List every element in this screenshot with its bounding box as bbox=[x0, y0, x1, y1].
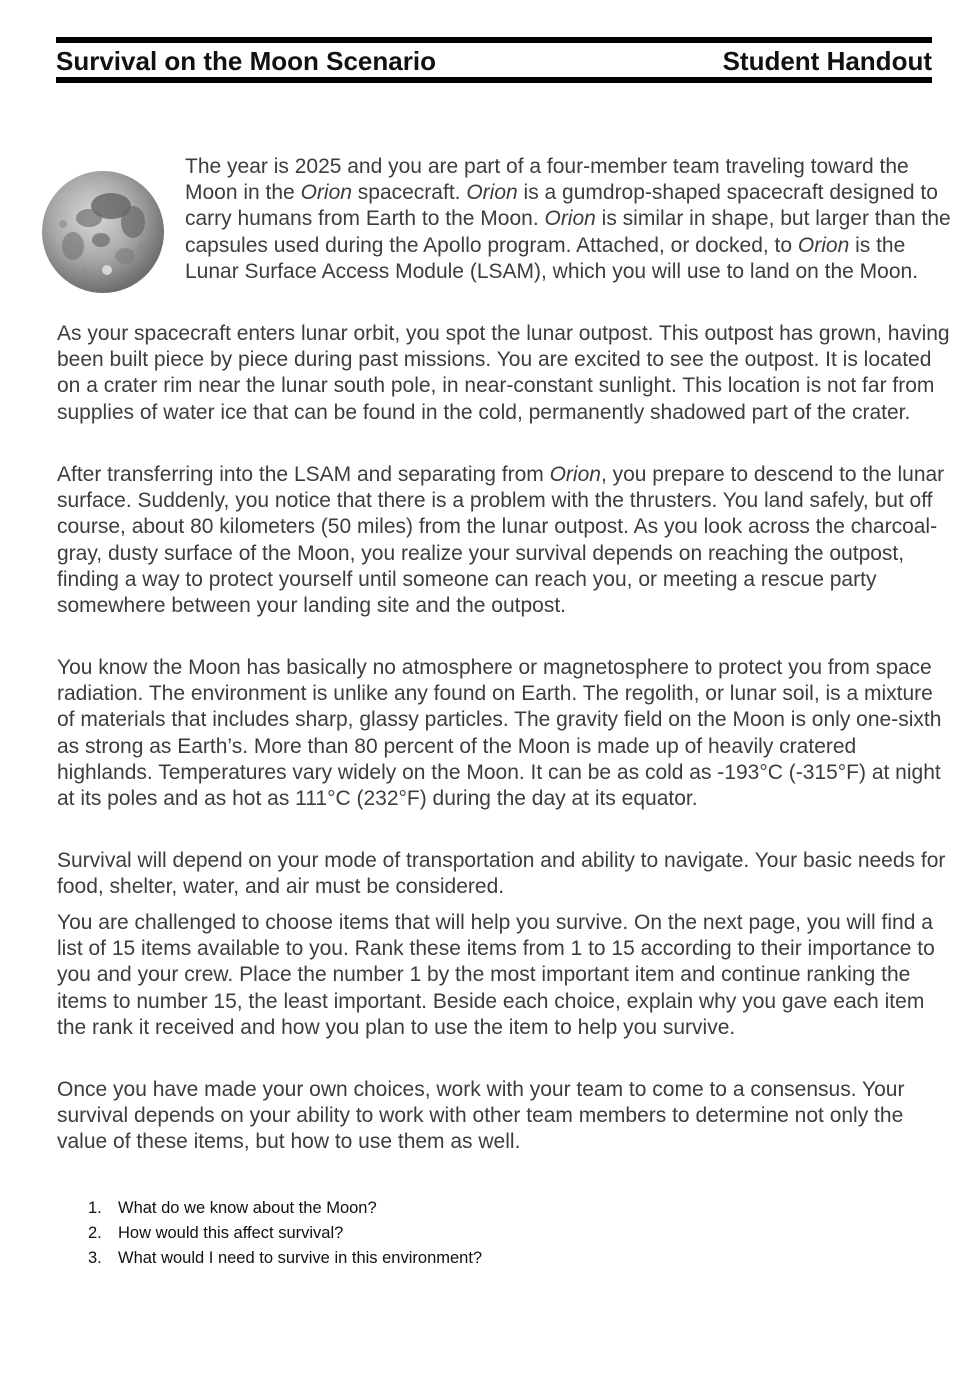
environment-paragraph: You know the Moon has basically no atmosphere or magnetosphere to protect you from space radiation. The environment is unlike any found on Earth. The regolith, or lunar soil, is a mixture of materials that includes sharp, glassy particles. The gravity field on the Moon is only one-sixth as strong as Earth’s. More than 80 percent of the Moon is made up of heavily cratered highlands. Temperatures vary widely on the Moon. It can be as cold as -193°C (-315°F) at night at its poles and as hot as 111°C (232°F) during the day at its equator. bbox=[57, 656, 942, 811]
list-item-text: What do we know about the Moon? bbox=[118, 1199, 377, 1217]
list-item-text: What would I need to survive in this environment? bbox=[118, 1249, 483, 1267]
list-item bbox=[88, 1246, 788, 1271]
question-list bbox=[88, 1196, 788, 1271]
list-item bbox=[88, 1196, 788, 1221]
outpost-paragraph: As your spacecraft enters lunar orbit, you spot the lunar outpost. This outpost has grown, having been built piece by piece during past missions. You are excited to see the outpost. It is located on a crater rim near the lunar south pole, in near-constant sunlight. This location is not far from supplies of water ice that can be found in the cold, permanently shadowed part of the crater. bbox=[57, 322, 950, 424]
list-item bbox=[88, 1221, 788, 1246]
list-item-number: 1. bbox=[88, 1199, 102, 1217]
list-item-text: How would this affect survival? bbox=[118, 1224, 344, 1242]
list-item-number: 2. bbox=[88, 1224, 102, 1242]
page-header bbox=[56, 37, 932, 83]
needs-paragraph: Survival will depend on your mode of transportation and ability to navigate. Your basic needs for food, shelter, water, and air must be considered. bbox=[57, 849, 946, 899]
handout-label: Student Handout bbox=[722, 45, 932, 76]
list-item-number: 3. bbox=[88, 1249, 102, 1267]
challenge-paragraph: You are challenged to choose items that will help you survive. On the next page, you will find a list of 15 items available to you. Rank these items from 1 to 15 according to their importance to you and your crew. Place the number 1 by the most important item and continue ranking the items to number 15, the least important. Beside each choice, explain why you gave each item the rank it received and how you plan to use the item to help you survive. bbox=[57, 911, 935, 1039]
moon-icon bbox=[41, 170, 165, 294]
consensus-paragraph: Once you have made your own choices, work with your team to come to a consensus. Your survival depends on your ability to work with other team members to determine not only the value of these items, but how to use them as well. bbox=[57, 1078, 905, 1154]
landing-paragraph: After transferring into the LSAM and separating from Orion, you prepare to descend to the lunar surface. Suddenly, you notice that there is a problem with the thrusters. You land safely, but off course, about 80 kilometers (50 miles) from the lunar outpost. As you look across the charcoal-gray, dusty surface of the Moon, you realize your survival depends on reaching the outpost, finding a way to protect yourself until someone can reach you, or meeting a rescue party somewhere between your landing site and the outpost. bbox=[57, 463, 945, 618]
document-title: Survival on the Moon Scenario bbox=[56, 45, 436, 76]
intro-paragraph: The year is 2025 and you are part of a four-member team traveling toward the Moon in the Orion spacecraft. Orion is a gumdrop-shaped spacecraft designed to carry humans from Earth to the Moon. Orion is similar in shape, but larger than the capsules used during the Apollo program. Attached, or docked, to Orion is the Lunar Surface Access Module (LSAM), which you will use to land on the Moon. bbox=[185, 155, 951, 283]
